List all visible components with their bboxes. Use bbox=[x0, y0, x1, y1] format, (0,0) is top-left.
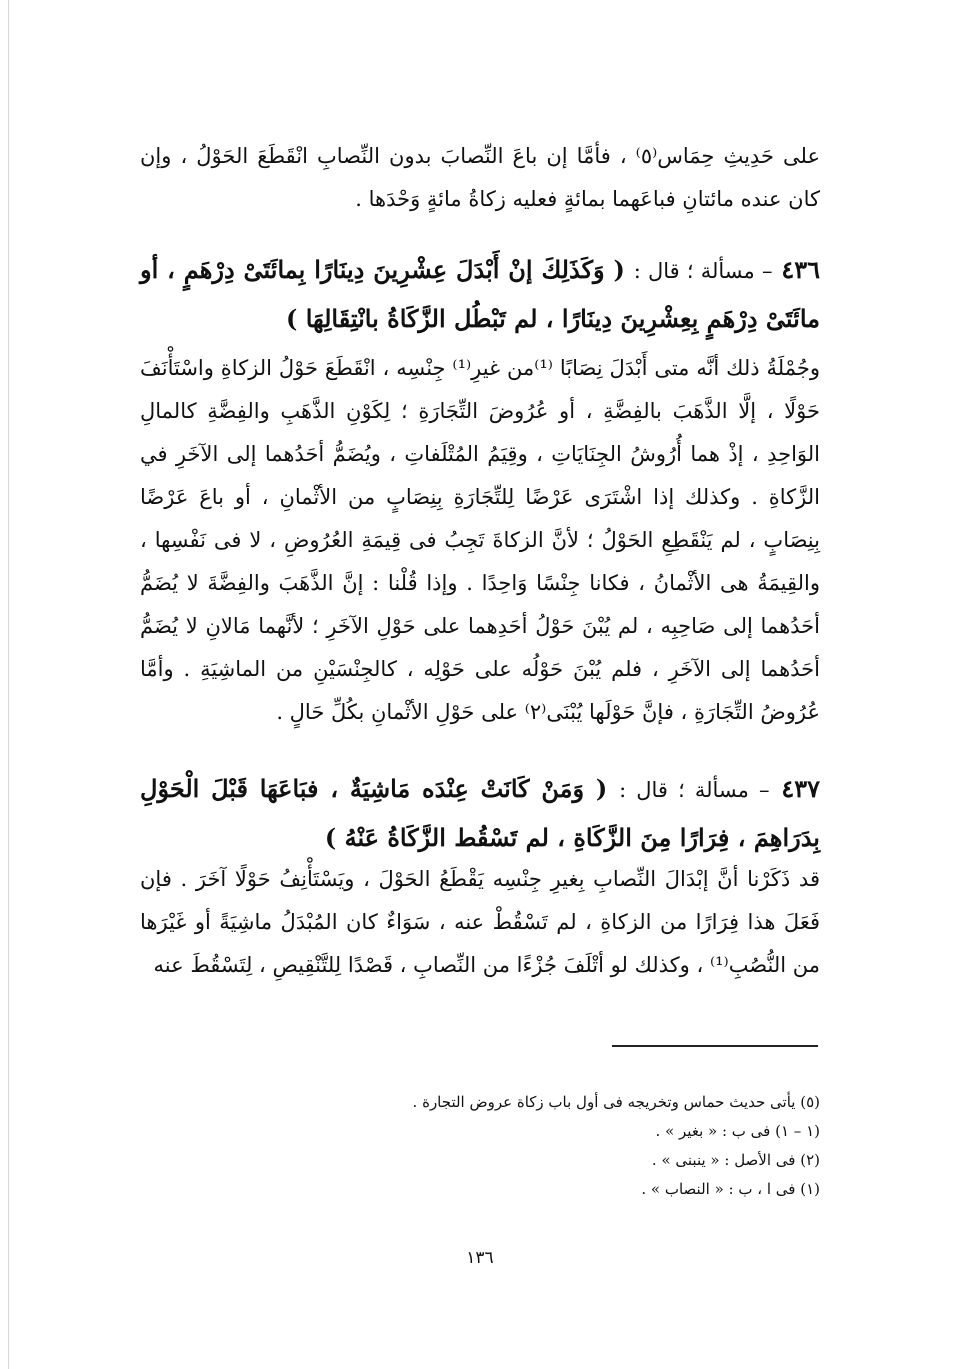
question-text: ( وَكَذَلِكَ إنْ أَبْدَلَ عِشْرِينَ دِينَارًا بِمائَتَىْ دِرْهَمٍ ، أو مائَتَىْ دِرْهَمٍ بِعِشْرِينَ دِينَارًا ، لم تَبْطُل الزَّكَاةُ بانْتِقَالِهَا ) bbox=[140, 255, 820, 333]
commentary-436 bbox=[140, 347, 820, 734]
footnote-item: (٢) فى الأصل : « ينبنى » . bbox=[651, 1151, 820, 1169]
paragraph-text: قد ذَكَرْنا أنَّ إبْدَالَ النِّصابِ بِغيرِ جِنْسِه يَقْطَعُ الحَوْلَ ، ويَسْتَأْنِفُ حَوْلًا آخَرَ . فإن فَعَلَ هذا فِرَارًا من الزكاةِ ، لم تَسْقُطْ عنه ، سَوَاءٌ كان المُبْدَلُ ماشِيَةً أو غَيْرَها من النُّصُبِ⁽¹⁾ ، وكذلك لو أتْلَفَ جُزْءًا من النِّصابِ ، قَصْدًا لِلتَّنْقِيصِ ، لِتَسْقُطَ عنه bbox=[140, 867, 820, 977]
commentary-437 bbox=[140, 858, 820, 987]
footnote-item: (٥) يأتى حديث حماس وتخريجه فى أول باب زكاة عروض التجارة . bbox=[412, 1093, 820, 1111]
question-436 bbox=[140, 246, 820, 342]
page-edge-line bbox=[8, 0, 9, 1369]
question-number: ٤٣٧ bbox=[781, 774, 821, 803]
opening-paragraph bbox=[140, 135, 820, 221]
page-number: ١٣٦ bbox=[466, 1248, 494, 1268]
question-text: ( وَمَنْ كَانَتْ عِنْدَه مَاشِيَةٌ ، فبَاعَهَا قَبْلَ الْحَوْلِ بِدَرَاهِمَ ، فِرَارًا مِنَ الزَّكَاةِ ، لم تَسْقُط الزَّكَاةُ عَنْهُ ) bbox=[140, 774, 820, 852]
paragraph-text: وجُمْلَةُ ذلك أنَّه متى أَبْدَلَ نِصَابًا ⁽¹⁾من غيرِ⁽¹⁾ جِنْسِه ، انْقَطَعَ حَوْلُ الزكاةِ واسْتَأْنَفَ حَوْلًا ، إلَّا الذَّهَبَ بالفِضَّةِ ، أو عُرُوضَ التِّجَارَةِ ؛ لِكَوْنِ الذَّهَبِ والفِضَّةِ كالمالِ الوَاحِدِ ، إذْ هما أُرُوشُ الجِنَايَاتِ ، وقِيَمُ المُتْلَفاتِ ، ويُضَمُّ أحَدُهما إلى الآخَرِ في الزَّكاةِ . وكذلك إذا اشْتَرَى عَرْضًا لِلتِّجَارَةِ بِنِصَابٍ من الأثْمانِ ، أو باعَ عَرْضًا بِنِصَابٍ ، لم يَنْقَطِعِ الحَوْلُ ؛ لأنَّ الزكاةَ تَجِبُ فى قِيمَةِ العُرُوضِ ، لا فى نَفْسِها ، والقِيمَةُ هى الأثْمانُ ، فكانا جِنْسًا وَاحِدًا . وإذا قُلْنا : إنَّ الذَّهَبَ والفِضَّةَ لا يُضَمُّ أحَدُهما إلى صَاحِبِه ، لم يُبْنَ حَوْلُ أحَدِهما على حَوْلِ الآخَرِ ؛ لأنَّهما مَالانِ لا يُضَمُّ أحَدُهما إلى الآخَرِ ، فلم يُبْنَ حَوْلُه على حَوْلِه ، كالجِنْسَيْنِ من الماشِيَةِ . وأمَّا عُرُوضُ التِّجَارَةِ ، فإنَّ حَوْلَها يُبْنَى⁽٢⁾ على حَوْلِ الأثْمانِ بكُلِّ حَالٍ . bbox=[140, 356, 820, 724]
question-intro: – مسألة ؛ قال : bbox=[633, 259, 773, 283]
footnote-item: (١) فى ا ، ب : « النصاب » . bbox=[641, 1180, 820, 1198]
footnote-item: (١ – ١) فى ب : « بغير » . bbox=[655, 1122, 820, 1140]
question-437 bbox=[140, 765, 820, 861]
footnote-separator bbox=[612, 1045, 818, 1047]
paragraph-text: على حَدِيثِ حِمَاس⁽٥⁾ ، فأمَّا إن باعَ النِّصابَ بدون النِّصابِ انْقَطَعَ الحَوْلُ ، وإن كان عنده مائتانِ فباعَهما بمائةٍ فعليه زكاةُ مائةٍ وَحْدَها . bbox=[140, 144, 820, 211]
footnotes bbox=[380, 1088, 820, 1204]
question-intro: – مسألة ؛ قال : bbox=[619, 778, 770, 802]
question-number: ٤٣٦ bbox=[781, 255, 820, 284]
